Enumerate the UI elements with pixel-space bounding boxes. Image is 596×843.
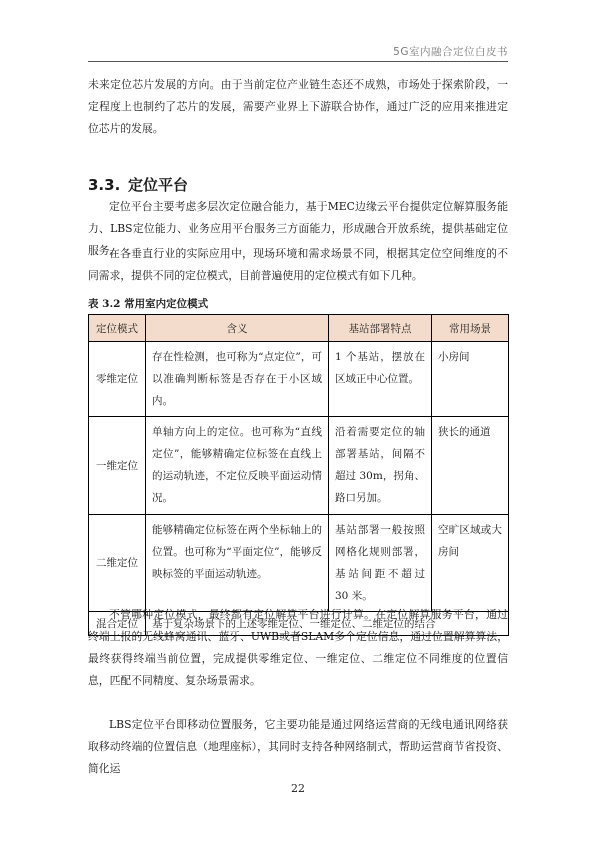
intro-paragraph: 未来定位芯片发展的方向。由于当前定位产业链生态还不成熟，市场处于探索阶段，一定程度上也制约了芯片的发展，需要产业界上下游联合协作，通过广泛的应用来推进定位芯片的发展。 xyxy=(88,78,508,135)
mode-cell: 一维定位 xyxy=(89,417,146,515)
scene-cell: 小房间 xyxy=(432,342,509,417)
mode-cell: 二维定位 xyxy=(89,515,146,612)
positioning-modes-table xyxy=(88,314,509,636)
deploy-cell: 基站部署一般按照网格化规则部署，基站间距不超过 30 米。 xyxy=(329,515,432,612)
table-header-row xyxy=(89,315,509,342)
section-paragraph-2: 在各垂直行业的实际应用中，现场环境和需求场景不同，根据其定位空间维度的不同需求，提供不同的定位模式，目前普遍使用的定位模式有如下几种。 xyxy=(88,247,508,282)
header-title: 5G室内融合定位白皮书 xyxy=(393,46,508,58)
column-header: 含义 xyxy=(146,315,329,342)
body-paragraph-1: 不管哪种定位模式，最终都有定位解算平台进行计算。在定位解算服务平台，通过终端上报的无线蜂窝通讯、蓝牙、UWB或者SLAM多个定位信息，通过位置解算算法，最终获得终端当前位置，完成提供零维定位、一维定位、二维定位不同维度的位置信息，匹配不同精度、复杂场景需求。 xyxy=(88,608,508,687)
section-heading xyxy=(88,174,188,195)
column-header: 定位模式 xyxy=(89,315,146,342)
table-row xyxy=(89,342,509,417)
column-header: 常用场景 xyxy=(432,315,509,342)
section-number: 3.3. xyxy=(88,176,121,194)
header-divider xyxy=(88,61,508,62)
meaning-cell: 能够精确定位标签在两个坐标轴上的位置。也可称为“平面定位”，能够反映标签的平面运动轨迹。 xyxy=(146,515,329,612)
mode-cell: 零维定位 xyxy=(89,342,146,417)
mode-cell: 混合定位 xyxy=(89,612,146,636)
table-row xyxy=(89,417,509,515)
deploy-cell: 1 个基站，摆放在区域正中心位置。 xyxy=(329,342,432,417)
section-paragraph-1: 定位平台主要考虑多层次定位融合能力，基于MEC边缘云平台提供定位解算服务能力、LBS定位能力、业务应用平台服务三方面能力，形成融合开放系统，提供基础定位服务。 xyxy=(88,200,508,257)
scene-cell: 狭长的通道 xyxy=(432,417,509,515)
meaning-cell: 单轴方向上的定位。也可称为“直线定位”，能够精确定位标签在直线上的运动轨迹，不定位反映平面运动情况。 xyxy=(146,417,329,515)
deploy-cell: 沿着需要定位的轴部署基站，间隔不超过 30m，拐角、路口另加。 xyxy=(329,417,432,515)
scene-cell: 空旷区域或大房间 xyxy=(432,515,509,612)
section-title: 定位平台 xyxy=(128,176,189,194)
page-number: 22 xyxy=(291,782,305,795)
meaning-cell: 存在性检测，也可称为“点定位”，可以准确判断标签是否存在于小区域内。 xyxy=(146,342,329,417)
body-paragraph-2: LBS定位平台即移动位置服务，它主要功能是通过网络运营商的无线电通讯网络获取移动终端的位置信息（地理座标），其同时支持各种网络制式，帮助运营商节省投资、简化运 xyxy=(88,718,508,775)
merged-meaning-cell: 基于复杂场景下的上述零维定位、一维定位、二维定位的结合 xyxy=(146,612,509,636)
table-row xyxy=(89,515,509,612)
table-caption: 表 3.2 常用室内定位模式 xyxy=(88,298,209,310)
column-header: 基站部署特点 xyxy=(329,315,432,342)
